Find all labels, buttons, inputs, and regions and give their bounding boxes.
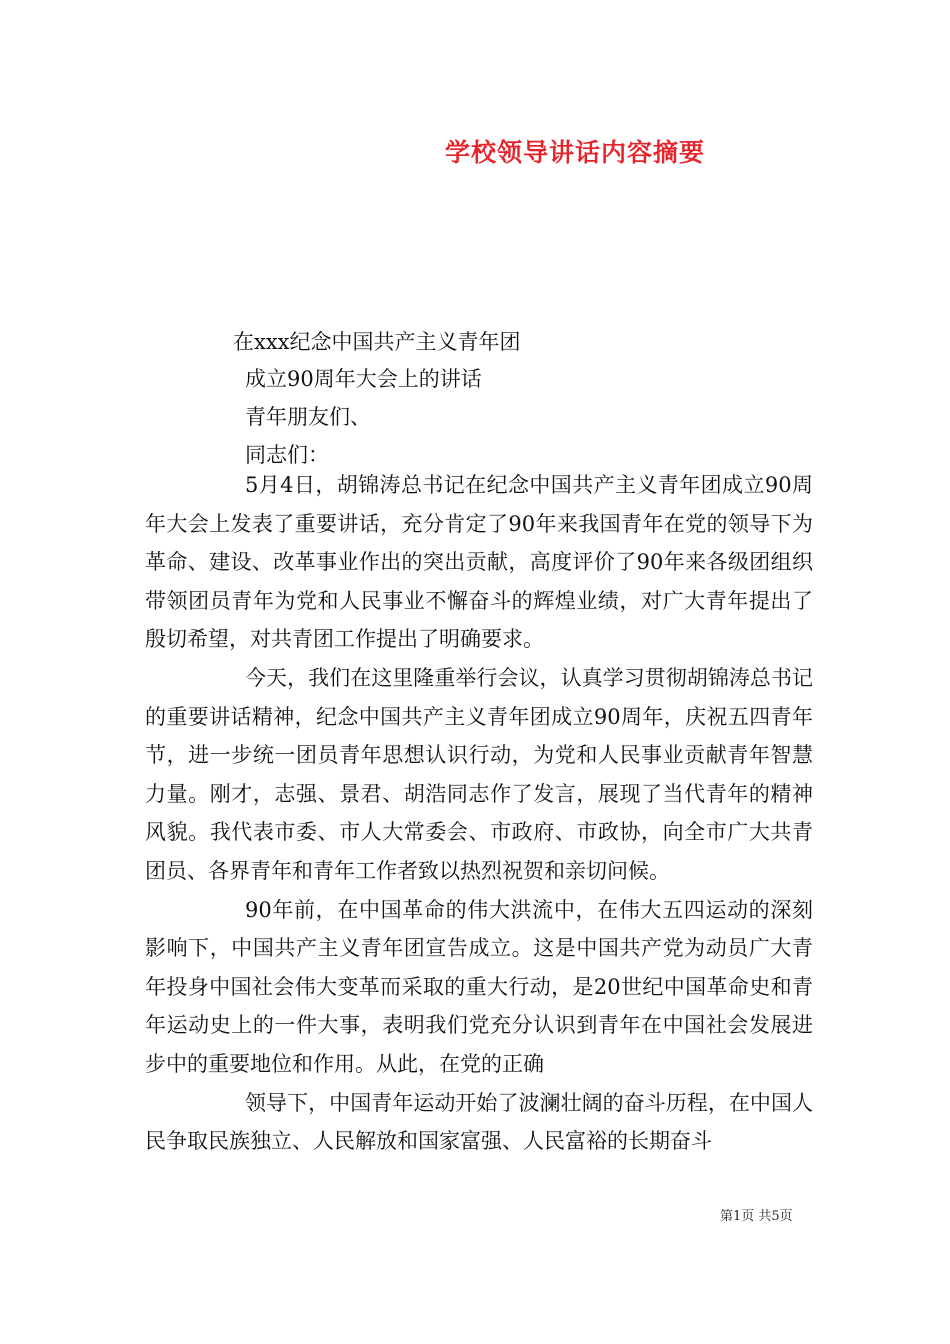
- paragraph-2: 今天，我们在这里隆重举行会议，认真学习贯彻胡锦涛总书记的重要讲话精神，纪念中国共产主义青年团成立90周年，庆祝五四青年节，进一步统一团员青年思想认识行动，为党和人民事业贡献青年智慧力量。刚才，志强、景君、胡浩同志作了发言，展现了当代青年的精神风貌。我代表市委、市人大常委会、市政府、市政协，向全市广大共青团员、各界青年和青年工作者致以热烈祝贺和亲切问候。: [145, 665, 813, 883]
- salutation-line-2: 同志们：: [245, 443, 329, 467]
- speech-heading-line-1: 在xxx纪念中国共产主义青年团: [233, 330, 521, 354]
- salutation-line-1: 青年朋友们、: [245, 405, 371, 429]
- document-body: [145, 466, 813, 1161]
- paragraph-4: 领导下，中国青年运动开始了波澜壮阔的奋斗历程，在中国人民争取民族独立、人民解放和国家富强、人民富裕的长期奋斗: [145, 1090, 813, 1154]
- paragraph-1: 5月4日，胡锦涛总书记在纪念中国共产主义青年团成立90周年大会上发表了重要讲话，充分肯定了90年来我国青年在党的领导下为革命、建设、改革事业作出的突出贡献，高度评价了90年来各级团组织带领团员青年为党和人民事业不懈奋斗的辉煌业绩，对广大青年提出了殷切希望，对共青团工作提出了明确要求。: [145, 473, 813, 652]
- page-number: 第1页 共5页: [720, 1209, 793, 1224]
- speech-heading-line-2: 成立90周年大会上的讲话: [245, 367, 482, 391]
- paragraph-3: 90年前，在中国革命的伟大洪流中，在伟大五四运动的深刻影响下，中国共产主义青年团宣告成立。这是中国共产党为动员广大青年投身中国社会伟大变革而采取的重大行动，是20世纪中国革命史和青年运动史上的一件大事，表明我们党充分认识到青年在中国社会发展进步中的重要地位和作用。从此，在党的正确: [145, 897, 813, 1076]
- document-title: 学校领导讲话内容摘要: [444, 138, 705, 167]
